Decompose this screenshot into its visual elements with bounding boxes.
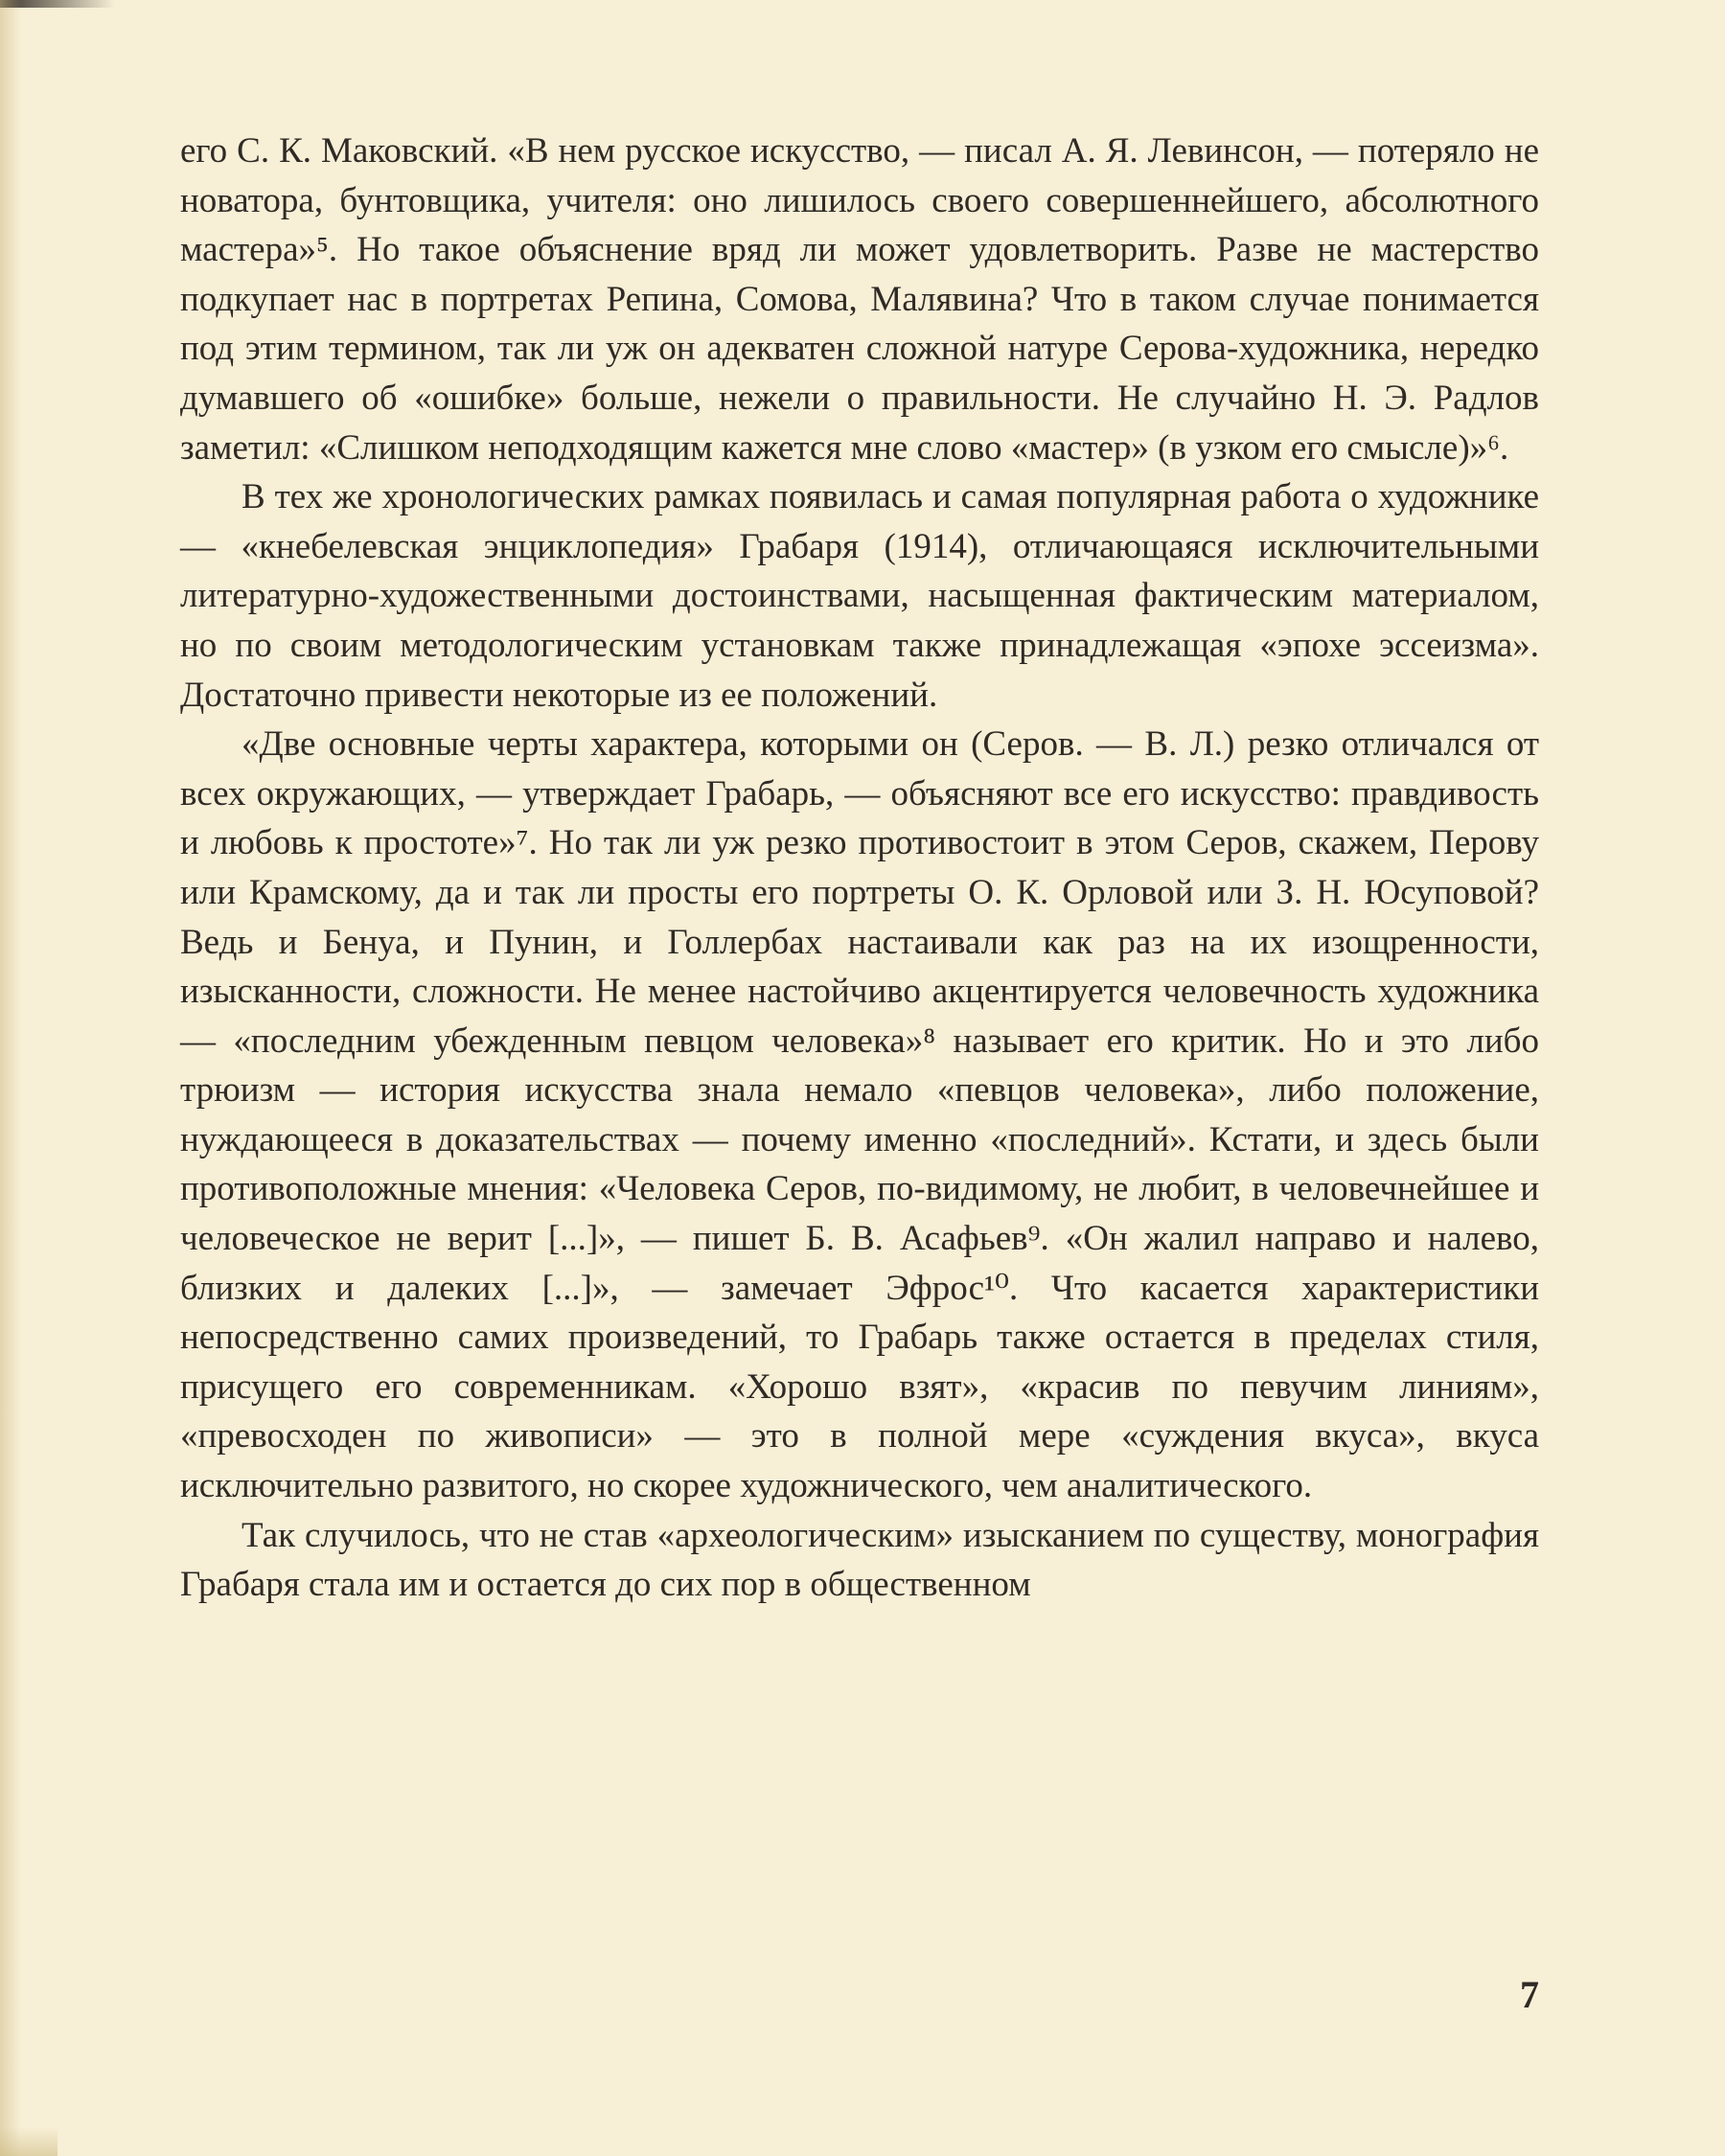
- body-text: [180, 126, 1539, 1610]
- paragraph-4: Так случилось, что не став «археологическим» изысканием по существу, монография Грабаря стала им и остается до сих пор в общественном: [180, 1515, 1539, 1605]
- page-left-edge-shade: [0, 0, 21, 2156]
- page-number: 7: [1520, 1973, 1539, 2016]
- paragraph-1: его С. К. Маковский. «В нем русское искусство, — писал А. Я. Левинсон, — потеряло не новатора, бунтовщика, учителя: оно лишилось своего совершеннейшего, абсолютного мастера»⁵. Но такое объяснение вряд ли может удовлетворить. Разве не мастерство подкупает нас в портретах Репина, Сомова, Малявина? Что в таком случае понимается под этим термином, так ли уж он адекватен сложной натуре Серова-художника, нередко думавшего об «ошибке» больше, нежели о правильности. Не случайно Н. Э. Радлов заметил: «Слишком неподходящим кажется мне слово «мастер» (в узком его смысле)»⁶.: [180, 131, 1539, 468]
- paragraph-3: «Две основные черты характера, которыми он (Серов. — В. Л.) резко отличался от всех окружающих, — утверждает Грабарь, — объясняют все его искусство: правдивость и любовь к простоте»⁷. Но так ли уж резко противостоит в этом Серов, скажем, Перову или Крамскому, да и так ли просты его портреты О. К. Орловой или З. Н. Юсуповой? Ведь и Бенуа, и Пунин, и Голлербах настаивали как раз на их изощренности, изысканности, сложности. Не менее настойчиво акцентируется человечность художника — «последним убежденным певцом человека»⁸ называет его критик. Но и это либо трюизм — история искусства знала немало «певцов человека», либо положение, нуждающееся в доказательствах — почему именно «последний». Кстати, и здесь были противоположные мнения: «Человека Серов, по-видимому, не любит, в человечнейшее и человеческое не верит [...]», — пишет Б. В. Асафьев⁹. «Он жалил направо и налево, близких и далеких [...]», — замечает Эфрос¹⁰. Что касается характеристики непосредственно самих произведений, то Грабарь также остается в пределах стиля, присущего его современникам. «Хорошо взят», «красив по певучим линиям», «превосходен по живописи» — это в полной мере «суждения вкуса», вкуса исключительно развитого, но скорее художнического, чем аналитического.: [180, 724, 1539, 1506]
- paragraph-2: В тех же хронологических рамках появилась и самая популярная работа о художнике — «кнебелевская энциклопедия» Грабаря (1914), отличающаяся исключительными литературно-художественными достоинствами, насыщенная фактическим материалом, но по своим методологическим установкам также принадлежащая «эпохе эссеизма». Достаточно привести некоторые из ее положений.: [180, 477, 1539, 715]
- page-bottom-edge-shade: [0, 2127, 58, 2156]
